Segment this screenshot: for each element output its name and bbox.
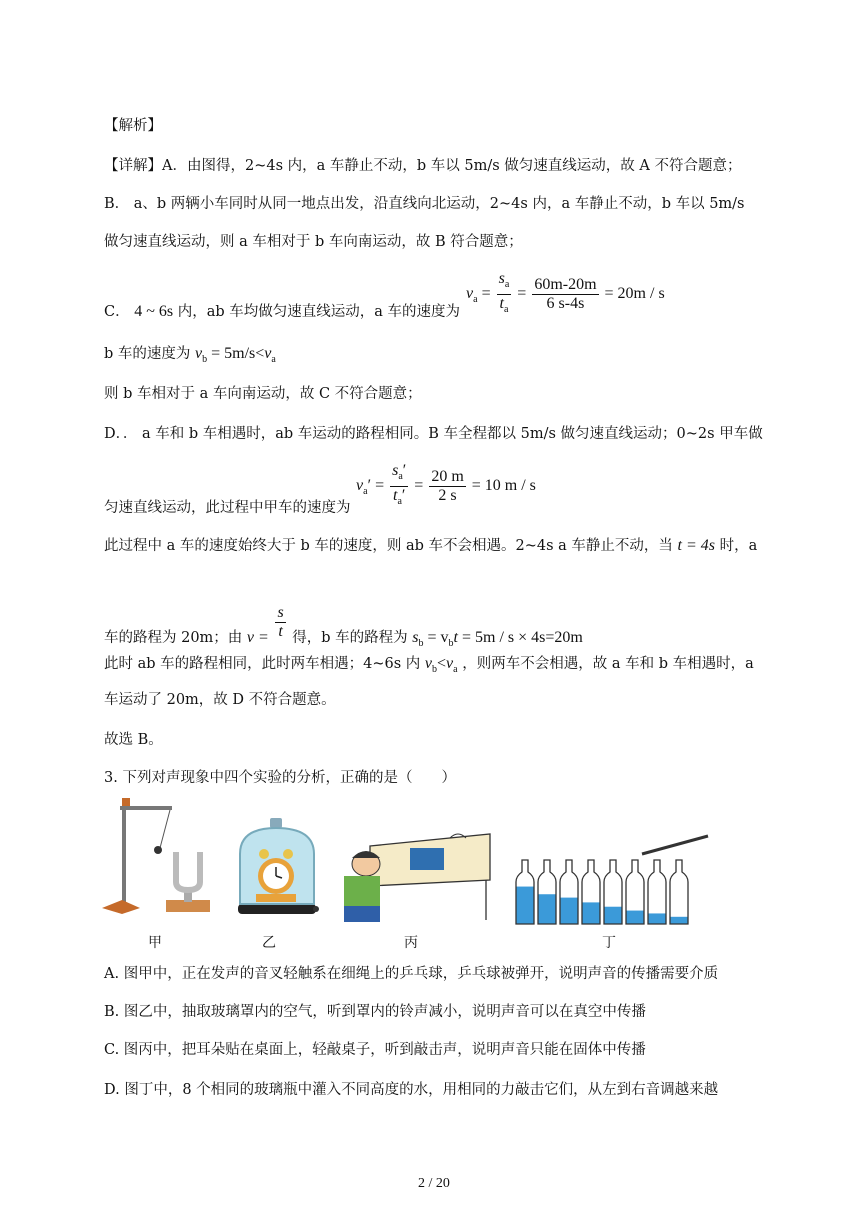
detail-line-d1: D．． a 车和 b 车相遇时，ab 车运动的路程相同。B 车全程都以 5m/s 做匀速直线运动；0~2s 甲车做 (104, 426, 763, 442)
bell-jar-figure (230, 814, 324, 924)
bottle (604, 860, 622, 924)
bottle (538, 860, 556, 924)
detail-line-d4: 车的路程为 20m；由 v = $\frac{s}{t}$ 得，b 车的路程为 $s_b = v_bt = 5m / s \times 4s=20m$ (104, 604, 583, 649)
option-b: B. 图乙中，抽取玻璃罩内的空气，听到罩内的铃声减小，说明声音可以在真空中传播 (104, 1004, 646, 1020)
detail-line-b1: B． a、b 两辆小车同时从同一地点出发，沿直线向北运动，2~4s 内，a 车静止不动，b 车以 5m/s (104, 196, 745, 212)
detail-line-d3: 此过程中 a 车的速度始终大于 b 车的速度，则 ab 车不会相遇。2~4s a 车静止不动，当 t = 4s 时，a (104, 537, 758, 554)
bottle (582, 860, 600, 924)
answer-line: 故选 B。 (104, 732, 163, 748)
water-level (648, 913, 666, 924)
detail-line-d2: 匀速直线运动，此过程中甲车的速度为 (104, 500, 351, 516)
bottle (560, 860, 578, 924)
caption-bing: 丙 (404, 935, 418, 951)
bottle (648, 860, 666, 924)
water-level (538, 894, 556, 924)
bottle (516, 860, 534, 924)
question-stem: 3. 下列对声现象中四个实验的分析，正确的是（ ） (104, 770, 456, 786)
option-d: D. 图丁中，8 个相同的玻璃瓶中灌入不同高度的水，用相同的力敲击它们，从左到右音调越来越 (104, 1082, 719, 1098)
option-c: C. 图丙中，把耳朵贴在桌面上，轻敲桌子，听到敲击声，说明声音只能在固体中传播 (104, 1042, 646, 1058)
detail-line-a: 【详解】A．由图得，2~4s 内，a 车静止不动，b 车以 5m/s 做匀速直线运动，故 A 不符合题意； (104, 158, 742, 174)
option-c-prefix: C． (104, 304, 130, 320)
va-formula: $v_a$ = $\frac{s_a}{t_a}$ = $\frac{60m-20m}{6 s-4s}$ = 20m / s (466, 270, 665, 315)
bottles-figure (512, 824, 712, 928)
caption-ding: 丁 (602, 935, 616, 951)
option-a: A. 图甲中，正在发声的音叉轻触系在细绳上的乒乓球，乒乓球被弹开，说明声音的传播需要介质 (104, 966, 719, 982)
analysis-header: 【解析】 (104, 118, 162, 134)
detail-line-c (104, 302, 460, 322)
detail-line-c-conclusion: 则 b 车相对于 a 车向南运动，故 C 不符合题意； (104, 386, 422, 402)
water-level (626, 911, 644, 924)
water-level (582, 902, 600, 924)
bottle (670, 860, 688, 924)
water-level (670, 917, 688, 924)
tuning-fork-figure (100, 796, 216, 918)
water-level (560, 898, 578, 924)
caption-yi: 乙 (262, 935, 276, 951)
water-level (516, 887, 534, 924)
water-level (604, 907, 622, 924)
page-number: 2 / 20 (418, 1176, 450, 1191)
option-c-text: 内，ab 车均做匀速直线运动，a 车的速度为 (177, 304, 461, 320)
caption-jia: 甲 (148, 935, 162, 951)
time-range: 4 ~ 6s (134, 303, 174, 320)
detail-line-d5: 此时 ab 车的路程相同，此时两车相遇；4~6s 内 $v_b<v_a$ ，则两车不会相遇，故 a 车和 b 车相遇时，a (104, 655, 754, 675)
b-speed-line: b 车的速度为 $v_b = 5m/s<v_a$ (104, 345, 276, 365)
va-prime-formula: $v_a'$ = $\frac{s_a'}{t_a'}$ = $\frac{20 m}{2 s}$ = 10 m / s (356, 462, 536, 507)
table-ear-figure (340, 824, 494, 924)
bottle (626, 860, 644, 924)
detail-line-b2: 做匀速直线运动，则 a 车相对于 b 车向南运动，故 B 符合题意； (104, 234, 523, 250)
bottle-outline (670, 860, 688, 924)
striker-stick (642, 836, 708, 854)
detail-line-d6: 车运动了 20m，故 D 不符合题意。 (104, 692, 336, 708)
